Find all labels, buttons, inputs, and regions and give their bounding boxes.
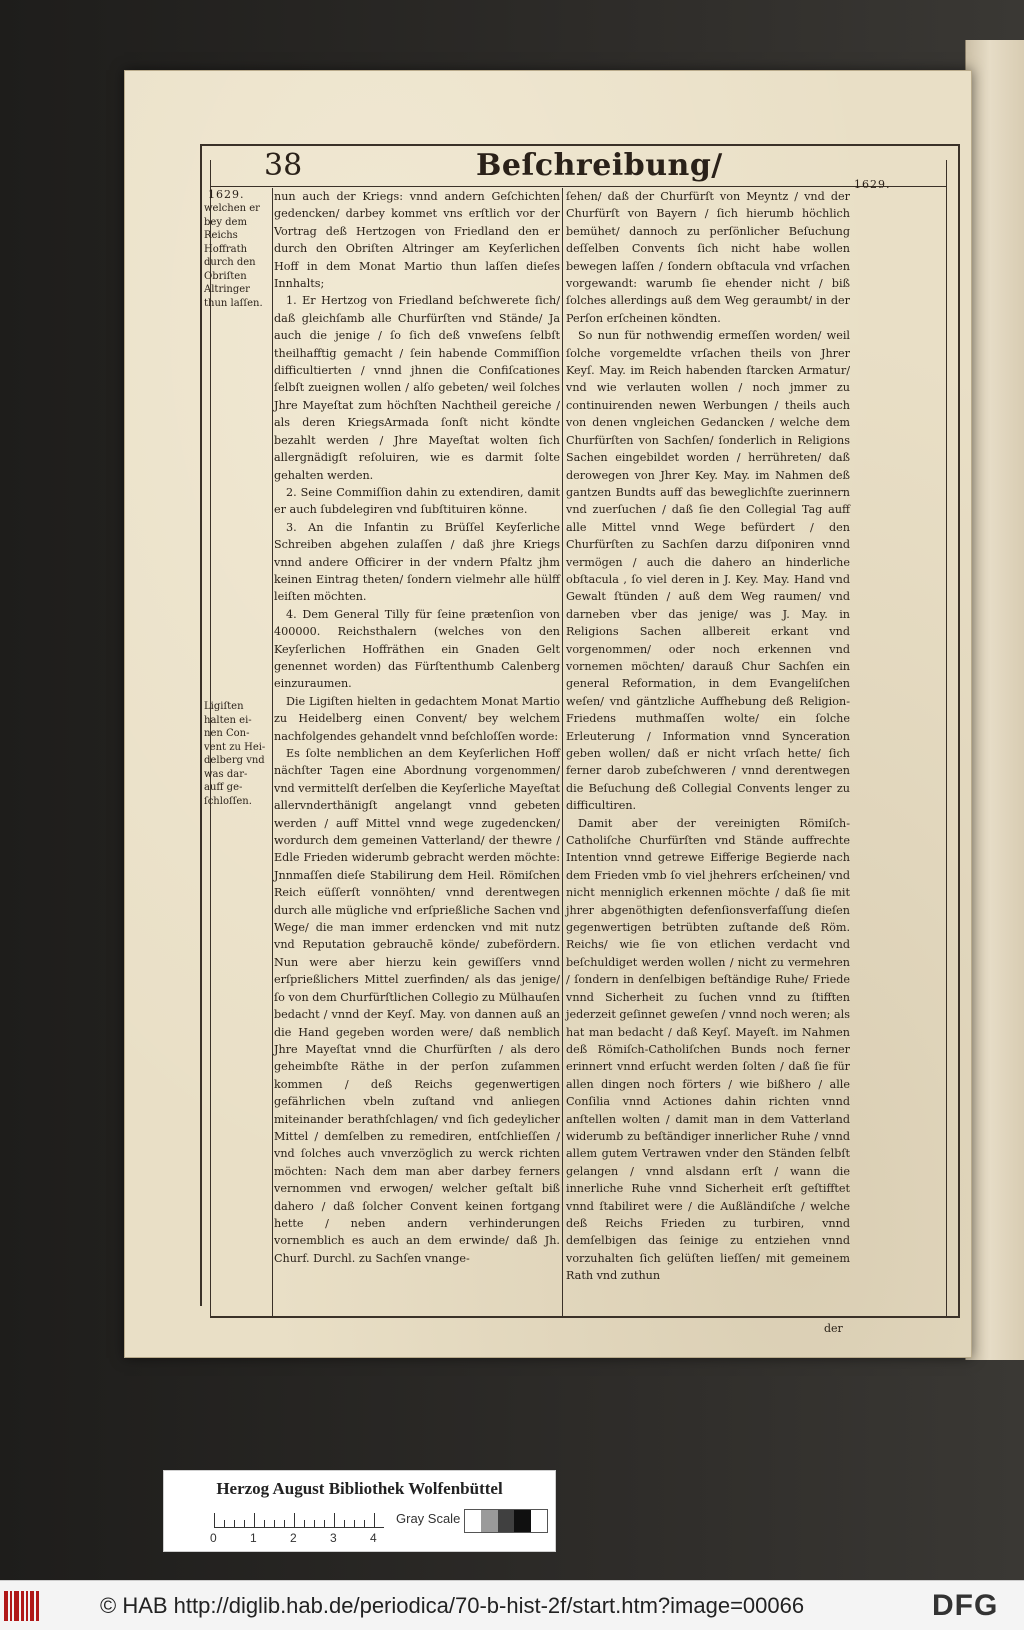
- column-rule-middle: [562, 188, 563, 1316]
- hab-barcode-icon: [4, 1591, 44, 1621]
- gray-scale-swatch: [464, 1509, 548, 1533]
- scale-tick: [264, 1520, 265, 1527]
- paragraph: Damit aber der vereinigten Römiſch-Catholiſche Churfürſten vnd Stände auffrechte Intention vnnd getrewe Eifferige Begierde nach dem Frieden vmb ſo viel jhehrers erſcheinen/ vnd nicht menniglich erkennen möchte / daß ſie mit jhrer abgenöthigten defenſionsverfaſſung dieſen gegenwertigen betrübten zuſtande deß Röm. Reichs/ wie ſie von etlichen verdacht vnd beſchuldiget werden wollen / nicht zu vermehren / ſondern in denſelbigen beſtändige Ruhe/ Friede vnnd Sicherheit zu ſuchen vnnd zu ſtifften jederzeit geſinnet geweſen / vnnd noch weren; als hat man bedacht / daß Keyſ. Mayeſt. im Nahmen deß Römiſch-Catholiſchen Bunds noch ferner erinnert vnnd erſucht werden ſolten / daß ſie für allen dingen noch förters / wie bißhero / alle Conſilia vnnd Actiones dahin richten vnnd anſtellen wolten / damit man in dem Vatterland widerumb zu beſtändiger innerlicher Ruhe / vnnd allem gutem Vertrawen vnder den Ständen ſelbſt gelangen / vnnd alsdann erſt / wann die innerliche Ruhe vnnd Sicherheit erſt geſtifftet vnnd ſtabiliret were / die Außländiſche / welche deß Reichs Frieden zu turbiren, vnnd demſelbigen das ſeinige zu entziehen vnnd vorzuhalten ſich gelüſten lieſſen/ mit gemeinem Rath vnd zuthun: [566, 816, 850, 1283]
- frame-rule-left-outer: [200, 144, 202, 1306]
- logo-bar: [14, 1591, 19, 1621]
- paragraph: 2. Seine Commiſſion dahin zu extendiren, damit er auch ſubdelegiren vnd ſubſtituiren könne.: [274, 485, 560, 517]
- scale-tick: [274, 1520, 275, 1527]
- text-column-left: [274, 188, 560, 1267]
- paragraph: ſehen/ daß der Churfürſt von Meyntz / vnd der Churfürſt von Bayern / ſich hierumb höchlich bemühet/ dannoch zu perſönlicher Beſuchung deſſelben Convents ſich nicht habe wollen bewegen laſſen / ſondern obſtacula vnd vrſachen vorgewandt: warumb ſie ehender nicht / biß ſolches allerdings auß dem Weg geraumbt/ in der Perſon erſcheinen köndten.: [566, 190, 850, 325]
- gray-swatch-cell: [514, 1510, 530, 1532]
- paragraph: Die Ligiſten hielten in gedachtem Monat Martio zu Heidelberg einen Convent/ bey welchem nachfolgendes gehandelt vnnd beſchloſſen worde:: [274, 694, 560, 743]
- column-rule-margin: [272, 188, 273, 1316]
- scale-tick: [304, 1520, 305, 1527]
- gray-swatch-cell: [481, 1510, 497, 1532]
- scale-tick: [254, 1513, 255, 1527]
- scale-number: 2: [290, 1531, 297, 1545]
- scale-tick: [314, 1520, 315, 1527]
- frame-rule-top: [200, 144, 960, 146]
- year-right-margin: 1629.: [854, 178, 891, 191]
- scale-number: 1: [250, 1531, 257, 1545]
- scale-tick: [214, 1513, 215, 1527]
- margin-note: welchen er bey dem Reichs Hoffrath durch den Obriſten Altringer thun laſſen.: [204, 203, 263, 309]
- paragraph: 3. An die Infantin zu Brüſſel Keyſerliche Schreiben abgehen zulaſſen / daß jhre Kriegs vnnd andere Officirer in der vndern Pfaltz jhm keinen Eintrag theten/ ſondern vielmehr alle hülff leiſten möchten.: [274, 520, 560, 604]
- paragraph: 1. Er Hertzog von Friedland beſchwerete ſich/ daß gleichſamb alle Churfürſten vnd Stände/ Ja auch die jenige / ſo ſich deß vnweſens ſelbſt theilhafftig gemacht / ſein habende Commiſſion difficultierten / vnnd jhnen die Confiſcationes ſelbſt zueignen wollen / alſo gebeten/ weil ſolches Jhre Mayeſtat zum höchſten Nachtheil gereiche / als deren KriegsArmada ſonſt nicht köndte bezahlt werden / Jhre Mayeſtat wolten ſich allergnädigſt reſoluiren, wie es darmit ſolte gehalten werden.: [274, 294, 560, 482]
- library-color-strip: [163, 1470, 556, 1552]
- source-credit[interactable]: © HAB http://diglib.hab.de/periodica/70-b-hist-2f/start.htm?image=00066: [100, 1593, 805, 1618]
- frame-rule-bottom: [210, 1316, 958, 1318]
- page-number: 38: [264, 148, 303, 183]
- library-name: Herzog August Bibliothek Wolfenbüttel: [216, 1479, 503, 1498]
- gray-swatch-cell: [531, 1510, 547, 1532]
- footer-bar: [0, 1580, 1024, 1630]
- catchword: der: [824, 1322, 843, 1335]
- scale-tick: [334, 1513, 335, 1527]
- scale-tick: [244, 1520, 245, 1527]
- running-head: Beſchreibung/: [476, 148, 723, 183]
- next-page-edge: [965, 40, 1024, 1360]
- logo-bar: [21, 1591, 24, 1621]
- logo-bar: [4, 1591, 8, 1621]
- dfg-logo: DFG: [932, 1589, 999, 1622]
- scale-number: 3: [330, 1531, 337, 1545]
- logo-bar: [26, 1591, 28, 1621]
- gray-swatch-cell: [465, 1510, 481, 1532]
- year-left-margin: 1629.: [208, 188, 245, 201]
- frame-rule-right-outer: [958, 144, 960, 1318]
- logo-bar: [36, 1591, 39, 1621]
- paragraph: 4. Dem General Tilly für ſeine prætenſion von 400000. Reichsthalern (welches von den Keyſerlichen Hoffräthen ein Gnaden Gelt genennet worden) das Fürſtenthumb Calenberg einzuraumen.: [274, 607, 560, 691]
- scale-tick: [324, 1520, 325, 1527]
- scale-tick: [344, 1520, 345, 1527]
- scale-tick: [224, 1520, 225, 1527]
- scale-tick: [354, 1520, 355, 1527]
- logo-bar: [10, 1591, 12, 1621]
- text-column-right: [566, 188, 850, 1285]
- gray-scale-label: Gray Scale: [396, 1511, 461, 1526]
- gray-swatch-cell: [498, 1510, 514, 1532]
- logo-bar: [30, 1591, 34, 1621]
- scale-tick: [294, 1513, 295, 1527]
- document-page: [124, 70, 972, 1358]
- frame-rule-right-inner: [946, 160, 947, 1316]
- paragraph: Es ſolte nemblichen an dem Keyſerlichen Hoff nächſter Tagen eine Abordnung vorgenommen/ vnd vermittelſt derſelben die Keyſerliche Mayeſtat allervnderthänigſt angelangt vnnd gebeten werden / auff Mittel vnnd wege zugedencken/ wordurch dem gemeinen Vatterland/ der thewre / Edle Frieden widerumb gebracht werden möchte: Jnnmaſſen dieſe Stabilirung dem Heil. Römiſchen Reich eüſſerſt vonnöhten/ vnnd derentwegen durch alle mügliche vnd erſprießliche Sachen vnd Wege/ die man immer erdencken vnd mit nutz vnd Reputation gebrauchē könde/ zubefördern. Nun were aber hierzu kein gewiſſers vnnd erſprießlichers Mittel zuerfinden/ als das jenige/ ſo von dem Churfürſtlichen Collegio zu Mülhauſen bedacht / vnnd der Keyſ. May. von dannen auß an die Hand gegeben worden were/ daß nemblich Jhre Mayeſtat vnnd die Churfürſten / als dero geheimbſte Räthe in der perſon zuſammen kommen / deß Reichs gegenwertigen gefährlichen vbeln zuſtand vnd anliegen miteinander berathſchlagen/ vnd ſich gedeylicher Mittel / demſelben zu remediren, entſchlieſſen / vnd ſolches auch vnverzöglich zu werck richten möchten: Nach dem man aber darbey ferners vernommen vnd erwogen/ welcher geſtalt biß dahero / daß ſolcher Convent keinen fortgang hette / neben andern verhinderungen vornemblich es auch an dem erwinde/ daß Jh. Churf. Durchl. zu Sachſen vnange-: [274, 747, 560, 1265]
- scale-number: 0: [210, 1531, 217, 1545]
- paragraph: So nun für nothwendig ermeſſen worden/ weil ſolche vorgemeldte vrſachen theils von Jhrer Keyſ. May. im Reich habenden ſtarcken Armatur/ vnd wie verlauten wollen / noch jmmer zu continuirenden newen Werbungen / theils auch von denen vngleichen Gedancken / welche dem Churfürſten von Sachſen/ ſonderlich in Religions Sachen eingebildet worden / herrühreten/ daß derowegen von Jhrer Key. May. im Nahmen deß gantzen Bundts auff das beweglichſte zuerinnern vnd zuerſuchen / daß ſie den Collegial Tag auff alle Mittel vnnd Wege befürdert / den Churfürſten zu Sachſen darzu diſponiren vnnd vermögen / auch die dahero an hinderliche obſtacula , ſo viel deren in J. Key. May. Hand vnd Gewalt ſtünden / auß dem Weg raumen/ vnd darneben vber das jenige/ was J. May. in Religions Sachen allbereit erkant vnd vorgenommen/ oder noch erkennen vnd vornemen möchten/ darauß Chur Sachſen ein general Reformation, in dem Evangeliſchen weſen/ vnd gäntzliche Auffhebung deß Religion-Friedens muthmaſſen wolte/ ein ſolche Erleuterung / Information vnnd Synceration geben wollen/ daß er nicht vrſach hette/ ſich ferner darob zubeſchweren / vnnd derentwegen die Beſuchung deß Collegial Convents lenger zu difficultiren.: [566, 329, 850, 813]
- paragraph: nun auch der Kriegs: vnnd andern Geſchichten gedencken/ darbey kommet vns erſtlich vor der Vortrag deß Hertzogen von Friedland den er durch den Obriſten Altringer am Keyſerlichen Hoff in dem Monat Martio thun laſſen dieſes Innhalts;: [274, 190, 560, 291]
- scale-ruler: [214, 1507, 384, 1528]
- header-rule: [210, 186, 946, 187]
- scale-tick: [374, 1513, 375, 1527]
- margin-note: Ligiſten halten ei- nen Con- vent zu Hei- delberg vnd was dar- auff ge- ſchloſſen.: [204, 701, 266, 807]
- scale-tick: [284, 1520, 285, 1527]
- scale-tick: [234, 1520, 235, 1527]
- scale-number: 4: [370, 1531, 377, 1545]
- scale-tick: [364, 1520, 365, 1527]
